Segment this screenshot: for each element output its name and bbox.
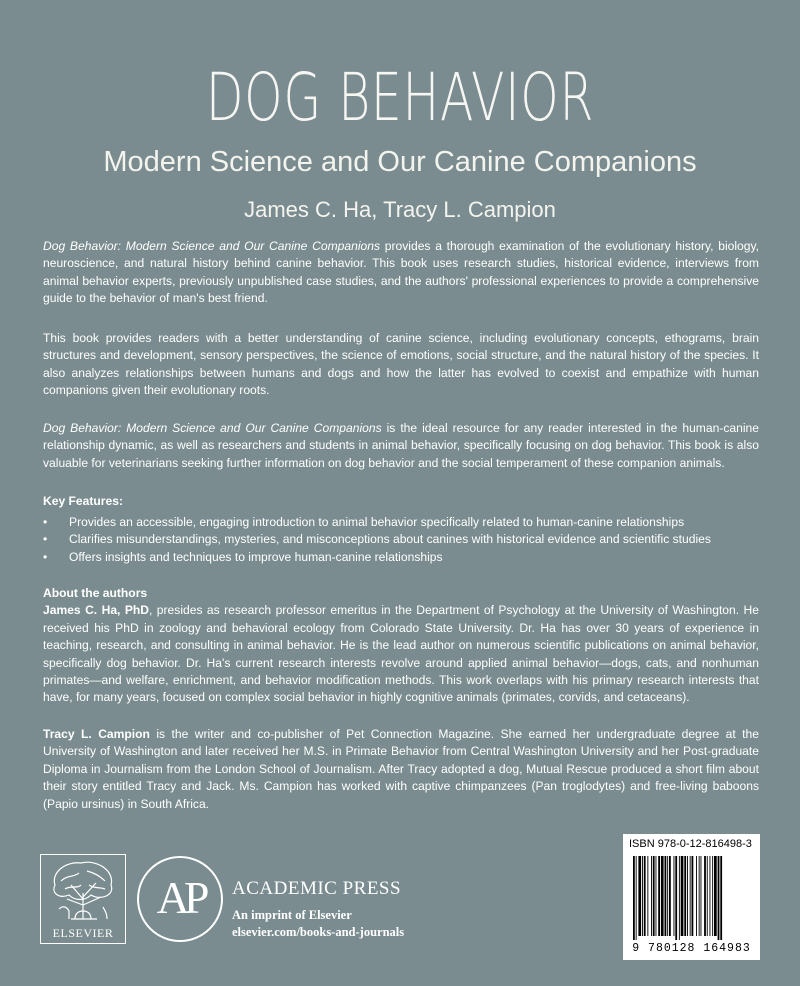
barcode-bar xyxy=(690,856,691,936)
elsevier-wordmark: ELSEVIER xyxy=(52,926,114,940)
barcode-bar xyxy=(679,856,680,940)
description-text: provides a thorough examination of the evolutionary history, biology, neuroscience, and natural history behind canine behavior. This book uses research studies, historical evidence, interviews from animal behavior experts, previously unpublished case studies, and the authors' professional experiences to provide a comprehensive guide to the behavior of man's best friend. xyxy=(43,239,759,306)
description-paragraph-2 xyxy=(43,330,759,400)
key-features-list xyxy=(43,514,759,567)
page-subtitle: Modern Science and Our Canine Companions xyxy=(103,146,697,178)
barcode-bar xyxy=(665,856,667,936)
key-features-heading: Key Features: xyxy=(43,494,123,508)
book-title-italic: Dog Behavior: Modern Science and Our Canine Companions xyxy=(43,239,381,253)
barcode-icon xyxy=(633,856,750,940)
barcode-bar xyxy=(647,856,648,936)
barcode-bar xyxy=(674,856,675,936)
publisher-name: ACADEMIC PRESS xyxy=(232,878,402,899)
barcode-bar xyxy=(701,856,702,936)
isbn-label: ISBN 978-0-12-816498-3 xyxy=(629,838,752,850)
barcode-bar xyxy=(669,856,671,936)
page-title: DOG BEHAVIOR xyxy=(205,59,595,136)
barcode-bar xyxy=(707,856,708,936)
barcode-bar xyxy=(661,856,664,936)
ap-monogram: AP xyxy=(156,872,204,923)
tree-icon xyxy=(41,855,125,925)
barcode-bar xyxy=(658,856,660,936)
barcode-bar xyxy=(718,856,720,940)
barcode-bar xyxy=(696,856,697,936)
book-title-italic: Dog Behavior: Modern Science and Our Canine Companions xyxy=(43,421,382,435)
publisher-url: elsevier.com/books-and-journals xyxy=(232,925,405,939)
author-name: Tracy L. Campion xyxy=(43,727,150,741)
barcode-bar xyxy=(656,856,657,936)
publisher-imprint: An imprint of Elsevier xyxy=(232,908,352,922)
description-paragraph-3 xyxy=(43,420,759,472)
list-item: • Clarifies misunderstandings, mysteries, and misconceptions about canines with historical evidence and scientific studies xyxy=(43,531,759,549)
about-authors xyxy=(43,585,759,707)
author-line: James C. Ha, Tracy L. Campion xyxy=(244,197,556,222)
barcode-bar xyxy=(636,856,637,940)
barcode-digits: 9 780128 164983 xyxy=(632,942,751,955)
list-item: • Offers insights and techniques to improve human-canine relationships xyxy=(43,549,759,567)
about-author-2 xyxy=(43,726,759,813)
about-authors-heading: About the authors xyxy=(43,586,148,600)
barcode-bar xyxy=(692,856,694,936)
barcode-bar xyxy=(642,856,643,936)
author-name: James C. Ha, PhD xyxy=(43,603,150,618)
isbn-barcode-box xyxy=(623,834,760,960)
barcode-bar xyxy=(714,856,717,936)
barcode-bar xyxy=(720,856,722,940)
barcode-bar xyxy=(667,856,668,936)
barcode-bar xyxy=(684,856,686,936)
barcode-bar xyxy=(687,856,688,936)
description-text: This book provides readers with a better understanding of canine science, including evolutionary concepts, ethograms, brain structures and development, sensory perspectives, the science of emotions, social structure, and the natural history of the species. It also analyzes relationships between humans and dogs and how the latter has evolved to coexist and empathize with human companions given their evolutionary roots. xyxy=(43,331,759,398)
barcode-bar xyxy=(710,856,711,936)
barcode-bar xyxy=(653,856,655,936)
academic-press-logo xyxy=(137,856,223,942)
description-text: is the ideal resource for any reader interested in the human-canine relationship dynamic, as well as researchers and students in animal behavior, specifically focusing on dog behavior. This book is also valuable for veterinarians seeking further information on dog behavior and the social temperament of these companion animals. xyxy=(43,421,759,470)
barcode-bar xyxy=(699,856,700,936)
barcode-bar xyxy=(675,856,677,940)
key-features xyxy=(43,493,759,566)
barcode-bar xyxy=(712,856,713,936)
elsevier-logo xyxy=(40,854,126,944)
barcode-bar xyxy=(633,856,635,940)
author-bio: is the writer and co-publisher of Pet Connection Magazine. She earned her undergraduate degree at the University of Washington and later received her M.S. in Primate Behavior from Central Washington University and her Post-graduate Diploma in Journalism from the London School of Journalism. After Tracy adopted a dog, Mutual Rescue produced a short film about their story entitled Tracy and Jack. Ms. Campion has worked with captive chimpanzees (Pan troglodytes) and free-living baboons (Papio ursinus) in South Africa. xyxy=(43,727,759,811)
author-bio: , presides as research professor emeritus in the Department of Psychology at the University of Washington. He received his PhD in zoology and behavioral ecology from Colorado State University. Dr. Ha has over 30 years of experience in teaching, research, and consulting in animal behavior. He is the lead author on numerous scientific publications on animal behavior, specifically dog behavior. Dr. Ha's current research interests revolve around applied animal behavior—dogs, cats, and nonhuman primates—and welfare, enrichment, and behavior modification methods. This work overlaps with his primary research interests that have, for many years, focused on complex social behavior in highly cognitive animals (primates, corvids, and cetaceans). xyxy=(43,603,759,705)
barcode-bar xyxy=(644,856,646,936)
barcode-bar xyxy=(681,856,684,936)
description-paragraph-1 xyxy=(43,238,759,308)
barcode-bar xyxy=(638,856,641,936)
barcode-bar xyxy=(704,856,706,936)
list-item: • Provides an accessible, engaging introduction to animal behavior specifically related to human-canine relationships xyxy=(43,514,759,532)
barcode-bar xyxy=(651,856,652,936)
